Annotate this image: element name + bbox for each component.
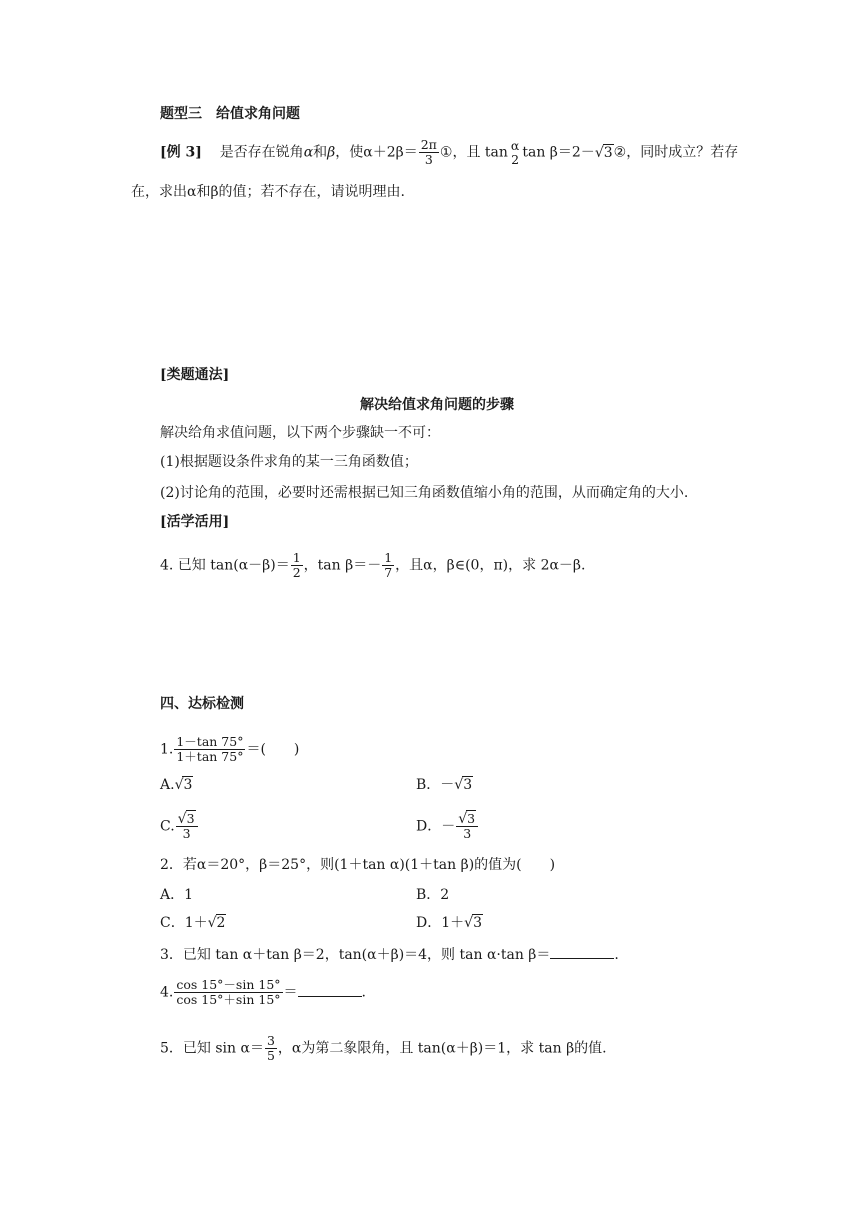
method-step1: (1)根据题设条件求角的某一三角函数值； (160, 454, 418, 470)
q1-option-c: C. $\frac{√3}{3}$ (160, 812, 199, 841)
q2-option-b: B．2 (416, 887, 450, 903)
var-alpha: α (303, 144, 314, 161)
answer-blank[interactable] (550, 946, 614, 959)
fraction-alpha-2: α 2 (510, 137, 520, 167)
method-step2: (2)讨论角的范围，必要时还需根据已知三角函数值缩小角的范围，从而确定角的大小. (160, 485, 689, 501)
quiz-q3: 3．已知 tan α＋tan β＝2，tan(α＋β)＝4，则 tan α·tan β＝ . (160, 947, 619, 963)
text: ，同时成立？若存 (626, 144, 739, 161)
quiz-q5: 5．已知 sin α＝ $\frac{3}{5}$ ，α为第二象限角，且 tan(α＋β)＝1，求 tan β的值. (160, 1033, 607, 1063)
fraction-1-2: $\frac{1}{2}$ (292, 550, 301, 580)
method-title: 解决给值求角问题的步骤 (360, 397, 514, 413)
q1-option-d: D．－ $\frac{√3}{3}$ (416, 812, 479, 841)
circled-mark-1: ① (439, 144, 453, 161)
practice-label: [活学活用] (160, 514, 230, 530)
text: 和 (313, 144, 328, 161)
text: tan β＝2－ (522, 144, 595, 161)
fraction-q1: $\frac{1-\tan 75^\circ}{1+\tan 75^\circ}$ (176, 734, 244, 764)
q1-option-b: B．－√3 (416, 777, 473, 793)
var-beta: β (327, 144, 336, 161)
circled-mark-2: ② (613, 144, 627, 161)
q2-option-c: C．1＋√2 (160, 915, 226, 931)
quiz-q1: 1. $\frac{1-\tan 75^\circ}{1+\tan 75^\circ}$ ＝( ) (160, 734, 300, 764)
answer-blank[interactable] (298, 984, 362, 997)
q1-option-a: A.√3 (160, 777, 193, 793)
text: 是否存在锐角 (219, 144, 304, 161)
q2-option-a: A．1 (160, 887, 194, 903)
practice-q4: 4. 已知 tan(α－β)＝ $\frac{1}{2}$ ，tan β＝－ $\frac{1}{7}$ ，且α，β∈(0，π)，求 2α－β. (160, 550, 586, 580)
method-label: [类题通法] (160, 367, 230, 383)
quiz-q2: 2．若α＝20°，β＝25°，则(1＋tan α)(1＋tan β)的值为( ) (160, 857, 556, 873)
example-label: [例 3] (160, 144, 202, 161)
text: ，使 (335, 144, 364, 161)
method-intro: 解决给角求值问题，以下两个步骤缺一不可： (160, 425, 440, 441)
fraction-1-7: $\frac{1}{7}$ (384, 550, 393, 580)
section-heading-type3: 题型三 给值求角问题 (160, 106, 300, 122)
fraction-2pi-3: $\frac{2\pi}{3}$ (420, 137, 437, 167)
text: ，且 tan (452, 144, 508, 161)
q2-option-d: D．1＋√3 (416, 915, 482, 931)
sqrt-symbol: √3 (594, 144, 613, 161)
equation-lhs: α＋2β＝ (363, 144, 418, 161)
example3-line2: 在，求出α和β的值；若不存在，请说明理由. (131, 184, 405, 200)
fraction-q4: $\frac{\cos 15^\circ-\sin 15^\circ}{\cos 15^\circ+\sin 15^\circ}$ (176, 977, 281, 1007)
section-heading-4: 四、达标检测 (160, 696, 244, 712)
example3-line1 (160, 138, 738, 167)
fraction-3-5: $\frac{3}{5}$ (266, 1033, 275, 1063)
quiz-q4: 4. $\frac{\cos 15^\circ-\sin 15^\circ}{\cos 15^\circ+\sin 15^\circ}$ ＝ . (160, 977, 366, 1007)
